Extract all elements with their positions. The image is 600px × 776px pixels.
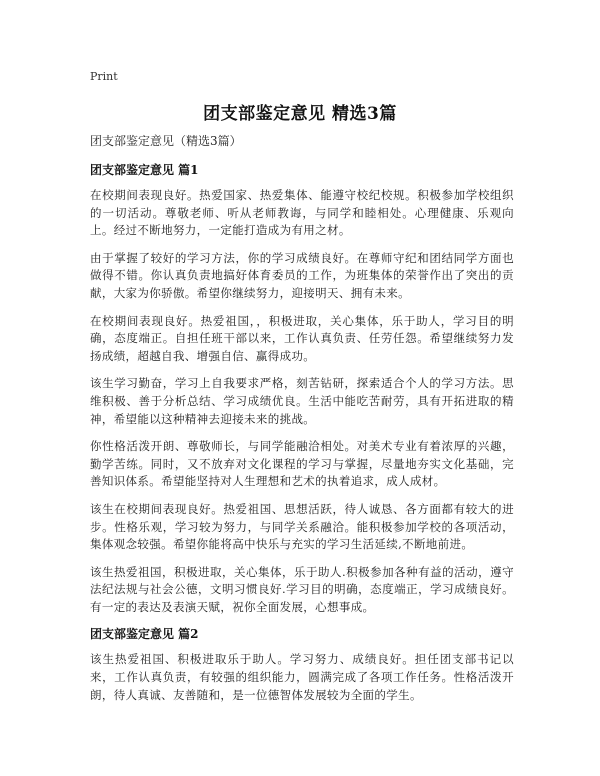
section-1 — [90, 162, 514, 616]
paragraph: 该生学习勤奋，学习上自我要求严格，刻苦钻研，探索适合个人的学习方法。思维积极、善于分析总结、学习成绩优良。生活中能吃苦耐劳，具有开拓进取的精神，希望能以这种精神去迎接未来的挑战。 — [90, 376, 514, 426]
section-heading: 团支部鉴定意见 篇1 — [90, 163, 199, 177]
paragraph: 该生热爱祖国、积极进取乐于助人。学习努力、成绩良好。担任团支部书记以来，工作认真负责，有较强的组织能力，圆满完成了各项工作任务。性格活泼开朗，待人真诚、友善随和，是一位德智体发展较为全面的学生。 — [90, 652, 514, 702]
paragraph: 在校期间表现良好。热爱祖国，，积极进取，关心集体，乐于助人，学习目的明确，态度端正。自担任班干部以来，工作认真负责、任劳任怨。希望继续努力发扬成绩，超越自我、增强自信、赢得成功。 — [90, 313, 514, 363]
paragraph: 该生在校期间表现良好。热爱祖国、思想活跃，待人诚恳、各方面都有较大的进步。性格乐观，学习较为努力，与同学关系融洽。能积极参加学校的各项活动，集体观念较强。希望你能将高中快乐与充实的学习生活延续,不断地前进。 — [90, 501, 514, 552]
paragraph: 由于掌握了较好的学习方法，你的学习成绩良好。在尊师守纪和团结同学方面也做得不错。你认真负责地搞好体育委员的工作，为班集体的荣誉作出了突出的贡献，大家为你骄傲。希望你继续努力，迎接明天、拥有未来。 — [90, 250, 514, 300]
paragraph: 该生热爱祖国，积极进取，关心集体，乐于助人.积极参加各种有益的活动，遵守法纪法规与社会公德，文明习惯良好.学习目的明确，态度端正，学习成绩良好。有一定的表达及表演天赋，祝你全面发展，心想事成。 — [90, 564, 514, 614]
section-heading: 团支部鉴定意见 篇2 — [90, 627, 199, 642]
section-2 — [90, 626, 514, 704]
print-link[interactable]: Print — [90, 70, 118, 83]
document-subtitle: 团支部鉴定意见（精选3篇） — [90, 134, 242, 148]
paragraph: 在校期间表现良好。热爱国家、热爱集体、能遵守校纪校规。积极参加学校组织的一切活动。尊敬老师、听从老师教诲，与同学和睦相处。心理健康、乐观向上。经过不断地努力，一定能打造成为有用之材。 — [90, 188, 514, 238]
document-body — [90, 133, 514, 714]
paragraph: 你性格活泼开朗、尊敬师长，与同学能融洽相处。对美术专业有着浓厚的兴趣，勤学苦练。同时，又不放弃对文化课程的学习与掌握，尽量地夯实文化基础，完善知识体系。希望能坚持对人生理想和艺术的执着追求，成人成材。 — [90, 439, 514, 489]
document-title: 团支部鉴定意见 精选3篇 — [203, 104, 397, 124]
